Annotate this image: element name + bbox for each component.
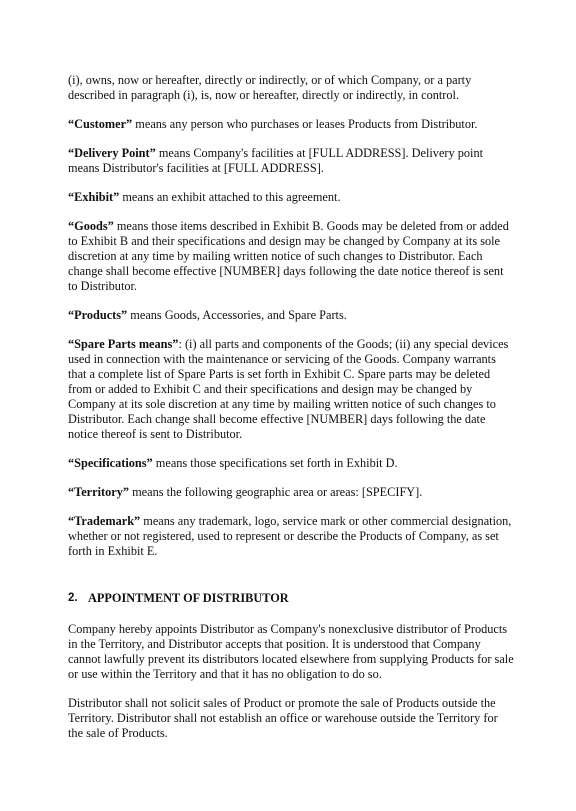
definition-exhibit <box>68 190 514 205</box>
definition-term: “Spare Parts means” <box>68 337 179 351</box>
definition-text: means Goods, Accessories, and Spare Parts. <box>127 308 347 322</box>
section-paragraph: Distributor shall not solicit sales of Product or promote the sale of Products outside the Territory. Distributor shall not establish an office or warehouse outside the Territory for the sale of Products. <box>68 696 498 740</box>
definition-term: “Territory” <box>68 485 130 499</box>
definition-delivery-point <box>68 146 514 176</box>
definition-products <box>68 308 514 323</box>
definition-text: means the following geographic area or areas: [SPECIFY]. <box>129 485 423 499</box>
definition-text: means any person who purchases or leases Products from Distributor. <box>132 117 478 131</box>
section-title: APPOINTMENT OF DISTRIBUTOR <box>88 591 289 605</box>
definition-spare-parts <box>68 337 514 442</box>
definition-trademark <box>68 514 514 559</box>
section-number: 2. <box>68 592 78 604</box>
definition-goods <box>68 219 514 294</box>
definition-term: “Products” <box>68 308 128 322</box>
definition-term: “Goods” <box>68 219 114 233</box>
definition-territory <box>68 485 514 500</box>
definition-text: : (i) all parts and components of the Goods; (ii) any special devices used in connection with the maintenance or servicing of the Goods. Company warrants that a complete list of Spare Parts is set forth in Exhibit C. Spare parts may be deleted from or added to Exhibit C and their specifications and design may be changed by Company at its sole discretion at any time by mailing written notice of such changes to Distributor. Each change shall become effective [NUMBER] days following the date notice thereof is sent to Distributor. <box>68 337 509 441</box>
definition-term: “Exhibit” <box>68 190 120 204</box>
document-page <box>68 73 514 755</box>
section-heading <box>68 591 514 606</box>
definition-customer <box>68 117 514 132</box>
definition-specifications <box>68 456 514 471</box>
definitions-list <box>68 117 514 559</box>
definition-text: means an exhibit attached to this agreement. <box>119 190 341 204</box>
intro-paragraph: (i), owns, now or hereafter, directly or indirectly, or of which Company, or a party described in paragraph (i), is, now or hereafter, directly or indirectly, in control. <box>68 73 472 102</box>
definition-term: “Specifications” <box>68 456 153 470</box>
section-paragraph: Company hereby appoints Distributor as Company's nonexclusive distributor of Products in the Territory, and Distributor accepts that position. It is understood that Company cannot lawfully prevent its distributors located elsewhere from supplying Products for sale or use within the Territory and that it has no obligation to do so. <box>68 622 514 681</box>
definition-term: “Customer” <box>68 117 133 131</box>
definition-term: “Delivery Point” <box>68 146 156 160</box>
definition-text: means those items described in Exhibit B. Goods may be deleted from or added to Exhibit B and their specifications and design may be changed by Company at its sole discretion at any time by mailing written notice of such changes to Distributor. Each change shall become effective [NUMBER] days following the date notice thereof is sent to Distributor. <box>68 219 509 293</box>
definition-text: means those specifications set forth in Exhibit D. <box>152 456 398 470</box>
definition-term: “Trademark” <box>68 514 141 528</box>
definition-text: means Company's facilities at [FULL ADDRESS]. Delivery point means Distributor's facilities at [FULL ADDRESS]. <box>68 146 484 175</box>
definition-text: means any trademark, logo, service mark or other commercial designation, whether or not registered, used to represent or describe the Products of Company, as set forth in Exhibit E. <box>68 514 512 558</box>
